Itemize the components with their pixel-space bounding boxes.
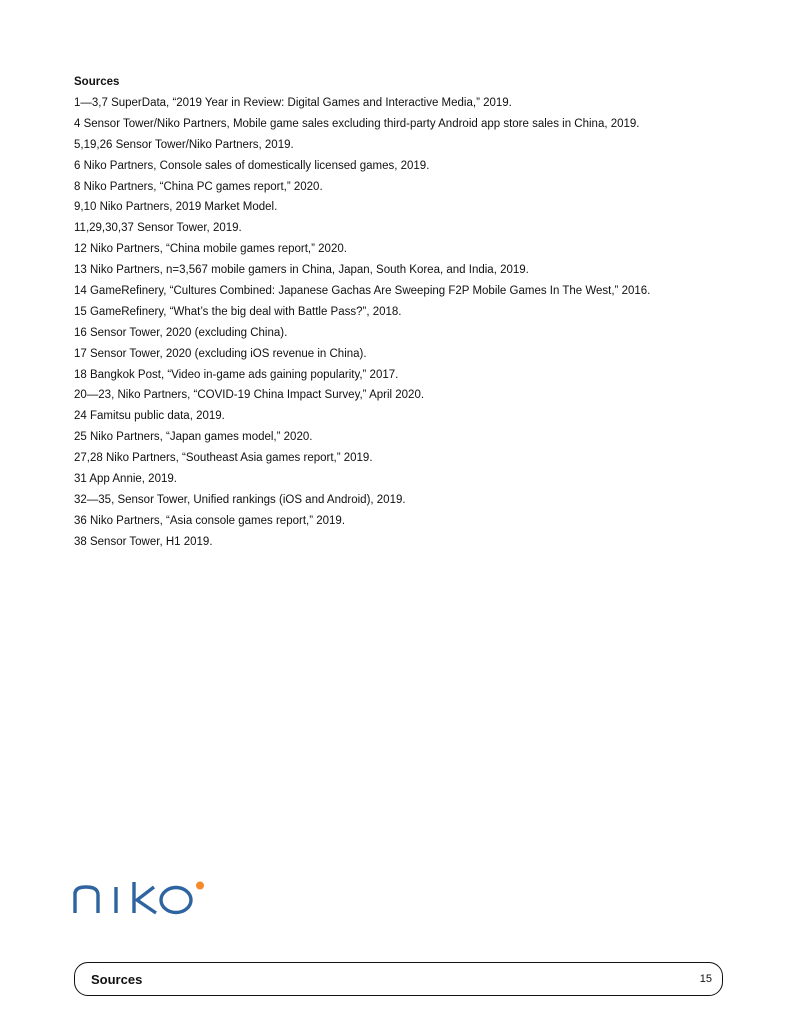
niko-logo <box>72 880 212 916</box>
source-item: 18 Bangkok Post, “Video in-game ads gaining popularity,” 2017. <box>74 368 399 381</box>
source-item: 36 Niko Partners, “Asia console games report,” 2019. <box>74 514 346 527</box>
sources-heading: Sources <box>74 76 120 88</box>
source-item: 14 GameRefinery, “Cultures Combined: Japanese Gachas Are Sweeping F2P Mobile Games In The West,” 2016. <box>74 285 651 298</box>
source-item: 12 Niko Partners, “China mobile games report,” 2020. <box>74 243 347 256</box>
source-item: 20—23, Niko Partners, “COVID-19 China Impact Survey,” April 2020. <box>74 389 425 402</box>
source-item: 4 Sensor Tower/Niko Partners, Mobile game sales excluding third-party Android app store sales in China, 2019. <box>74 117 640 130</box>
source-item: 25 Niko Partners, “Japan games model,” 2020. <box>74 431 313 444</box>
source-item: 31 App Annie, 2019. <box>74 473 177 486</box>
source-item: 32—35, Sensor Tower, Unified rankings (iOS and Android), 2019. <box>74 493 406 506</box>
source-item: 8 Niko Partners, “China PC games report,” 2020. <box>74 180 323 193</box>
source-item: 1—3,7 SuperData, “2019 Year in Review: Digital Games and Interactive Media,” 2019. <box>74 97 512 109</box>
sources-section <box>74 74 754 555</box>
source-item: 24 Famitsu public data, 2019. <box>74 410 225 423</box>
footer-section-title: Sources <box>91 971 143 987</box>
source-item: 5,19,26 Sensor Tower/Niko Partners, 2019. <box>74 138 294 151</box>
source-list <box>74 95 754 555</box>
niko-logo-icon <box>72 880 212 916</box>
source-item: 11,29,30,37 Sensor Tower, 2019. <box>74 222 242 235</box>
source-item: 13 Niko Partners, n=3,567 mobile gamers in China, Japan, South Korea, and India, 2019. <box>74 264 529 277</box>
source-item: 6 Niko Partners, Console sales of domestically licensed games, 2019. <box>74 159 430 172</box>
source-item: 38 Sensor Tower, H1 2019. <box>74 535 213 548</box>
footer-bar <box>74 962 723 996</box>
source-item: 9,10 Niko Partners, 2019 Market Model. <box>74 201 278 214</box>
source-item: 27,28 Niko Partners, “Southeast Asia games report,” 2019. <box>74 452 373 465</box>
source-item: 16 Sensor Tower, 2020 (excluding China). <box>74 326 288 339</box>
page-number: 15 <box>699 973 712 985</box>
source-item: 17 Sensor Tower, 2020 (excluding iOS revenue in China). <box>74 347 367 360</box>
source-item: 15 GameRefinery, “What’s the big deal with Battle Pass?”, 2018. <box>74 305 402 318</box>
